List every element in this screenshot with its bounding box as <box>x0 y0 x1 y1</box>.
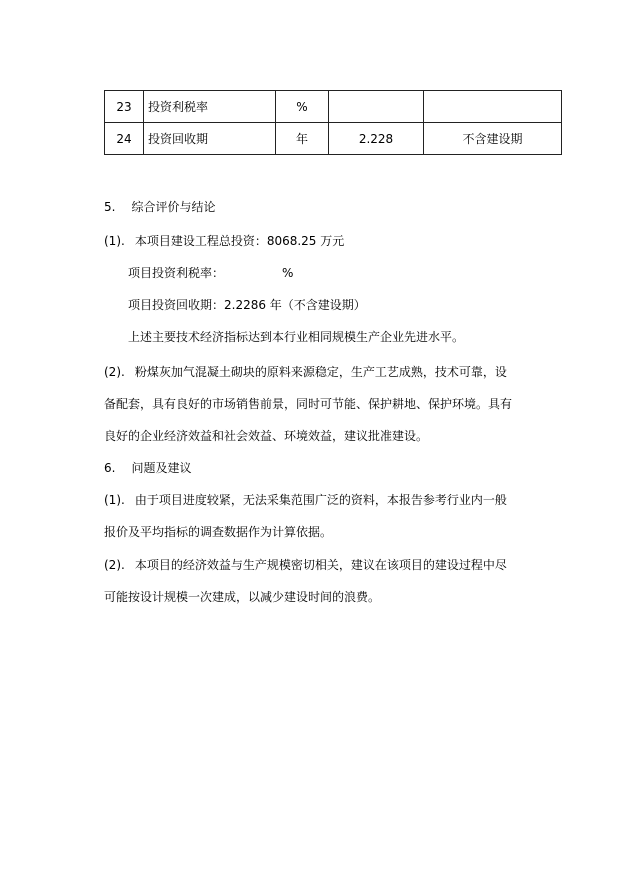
section-5-item-1 <box>104 233 344 249</box>
table-row <box>105 123 562 155</box>
paragraph-text: 本项目的经济效益与生产规模密切相关，建议在该项目的建设过程中尽 <box>134 558 507 572</box>
investment-tax-rate-line <box>128 265 293 281</box>
row-number: 23 <box>105 91 144 123</box>
indicator-note: 不含建设期 <box>424 123 562 155</box>
section-6-item-1-line-2: 报价及平均指标的调查数据作为计算依据。 <box>104 525 333 539</box>
indicator-note <box>424 91 562 123</box>
section-5-item-2-line-3: 良好的企业经济效益和社会效益、环境效益，建议批准建设。 <box>104 429 429 443</box>
section-5-heading <box>104 199 215 215</box>
indicator-name: 投资利税率 <box>144 91 276 123</box>
section-6-item-1-line-1 <box>104 492 507 508</box>
indicator-name: 投资回收期 <box>144 123 276 155</box>
tax-rate-label: 项目投资利税率： <box>128 266 225 280</box>
section-6-heading <box>104 460 191 476</box>
table-row <box>105 91 562 123</box>
tax-rate-value: % <box>282 266 294 280</box>
section-6-item-2-line-2: 可能按设计规模一次建成，以减少建设时间的浪费。 <box>104 590 381 604</box>
section-6-number: 6. <box>104 461 116 475</box>
summary-line: 上述主要技术经济指标达到本行业相同规模生产企业先进水平。 <box>128 330 465 344</box>
paragraph-text: 粉煤灰加气混凝土砌块的原料来源稳定，生产工艺成熟，技术可靠，设 <box>134 365 507 379</box>
item-label: (2). <box>104 365 125 379</box>
indicator-value <box>329 91 424 123</box>
section-5-title: 综合评价与结论 <box>131 200 216 214</box>
indicator-unit: 年 <box>276 123 329 155</box>
indicator-value: 2.228 <box>329 123 424 155</box>
payback-period-line: 项目投资回收期：2.2286 年（不含建设期） <box>128 298 366 312</box>
section-6-item-2-line-1 <box>104 557 507 573</box>
item-label: (2). <box>104 558 125 572</box>
paragraph-text: 由于项目进度较紧，无法采集范围广泛的资料，本报告参考行业内一般 <box>134 493 507 507</box>
total-investment-text: 本项目建设工程总投资：8068.25 万元 <box>134 234 345 248</box>
indicator-unit: % <box>276 91 329 123</box>
section-5-item-2-line-2: 备配套，具有良好的市场销售前景，同时可节能、保护耕地、保护环境。具有 <box>104 397 513 411</box>
row-number: 24 <box>105 123 144 155</box>
section-5-number: 5. <box>104 200 116 214</box>
section-6-title: 问题及建议 <box>131 461 192 475</box>
indicator-table <box>104 90 562 155</box>
item-label: (1). <box>104 493 125 507</box>
section-5-item-2-line-1 <box>104 364 507 380</box>
item-label: (1). <box>104 234 125 248</box>
